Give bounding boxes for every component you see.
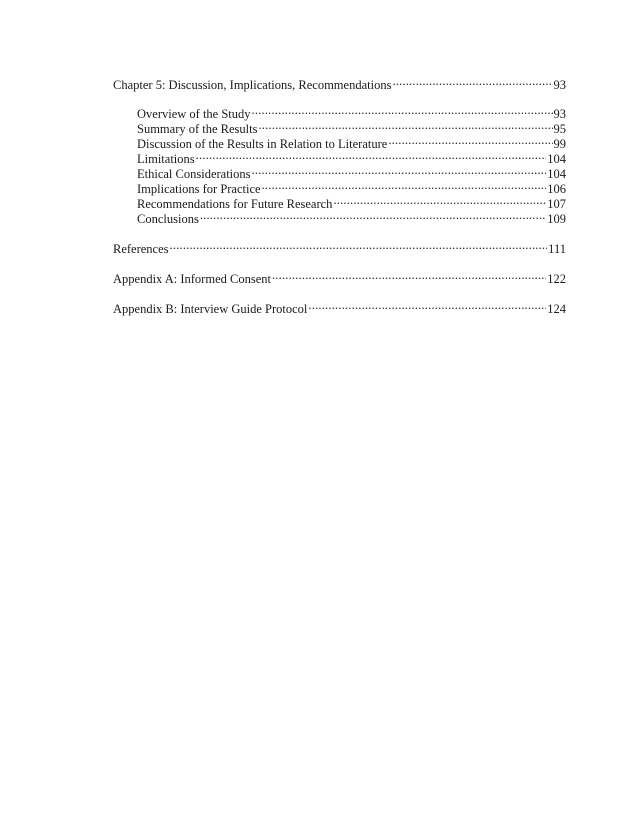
toc-entry-page: 106 — [547, 182, 566, 196]
toc-entry-page: 104 — [547, 152, 566, 166]
toc-entry-page: 124 — [547, 302, 566, 316]
toc-entry-title: Limitations — [137, 152, 195, 166]
dot-leader — [392, 74, 552, 89]
toc-entry-title: Recommendations for Future Research — [137, 197, 333, 211]
dot-leader — [252, 103, 553, 118]
toc-entry-page: 93 — [553, 107, 566, 121]
toc-entry-title: Chapter 5: Discussion, Implications, Recommendations — [113, 78, 392, 92]
toc-entry-appendix-a — [113, 268, 566, 286]
toc-entry-appendix-b — [113, 298, 566, 316]
toc-entry-section — [113, 103, 566, 121]
toc-entry-title: Appendix A: Informed Consent — [113, 272, 271, 286]
table-of-contents — [113, 74, 566, 316]
toc-entry-chapter-5 — [113, 74, 566, 92]
dot-leader — [200, 208, 546, 223]
toc-entry-title: Implications for Practice — [137, 182, 261, 196]
toc-entry-title: Summary of the Results — [137, 122, 258, 136]
toc-entry-title: References — [113, 242, 169, 256]
toc-entry-page: 99 — [553, 137, 566, 151]
dot-leader — [258, 118, 552, 133]
dot-leader — [388, 133, 552, 148]
toc-entry-page: 95 — [553, 122, 566, 136]
toc-entry-page: 93 — [553, 78, 566, 92]
toc-entry-title: Conclusions — [137, 212, 199, 226]
toc-entry-title: Discussion of the Results in Relation to Literature — [137, 137, 388, 151]
toc-entry-page: 111 — [548, 242, 566, 256]
toc-entry-page: 104 — [547, 167, 566, 181]
toc-entry-title: Appendix B: Interview Guide Protocol — [113, 302, 308, 316]
toc-entry-page: 107 — [547, 197, 566, 211]
dot-leader — [272, 268, 546, 283]
toc-entry-title: Ethical Considerations — [137, 167, 251, 181]
dot-leader — [252, 163, 547, 178]
dot-leader — [196, 148, 547, 163]
dot-leader — [333, 193, 546, 208]
dot-leader — [262, 178, 547, 193]
toc-entry-title: Overview of the Study — [137, 107, 251, 121]
dot-leader — [308, 298, 546, 313]
toc-entry-page: 122 — [547, 272, 566, 286]
dot-leader — [170, 238, 548, 253]
toc-entry-page: 109 — [547, 212, 566, 226]
toc-entry-references — [113, 238, 566, 256]
